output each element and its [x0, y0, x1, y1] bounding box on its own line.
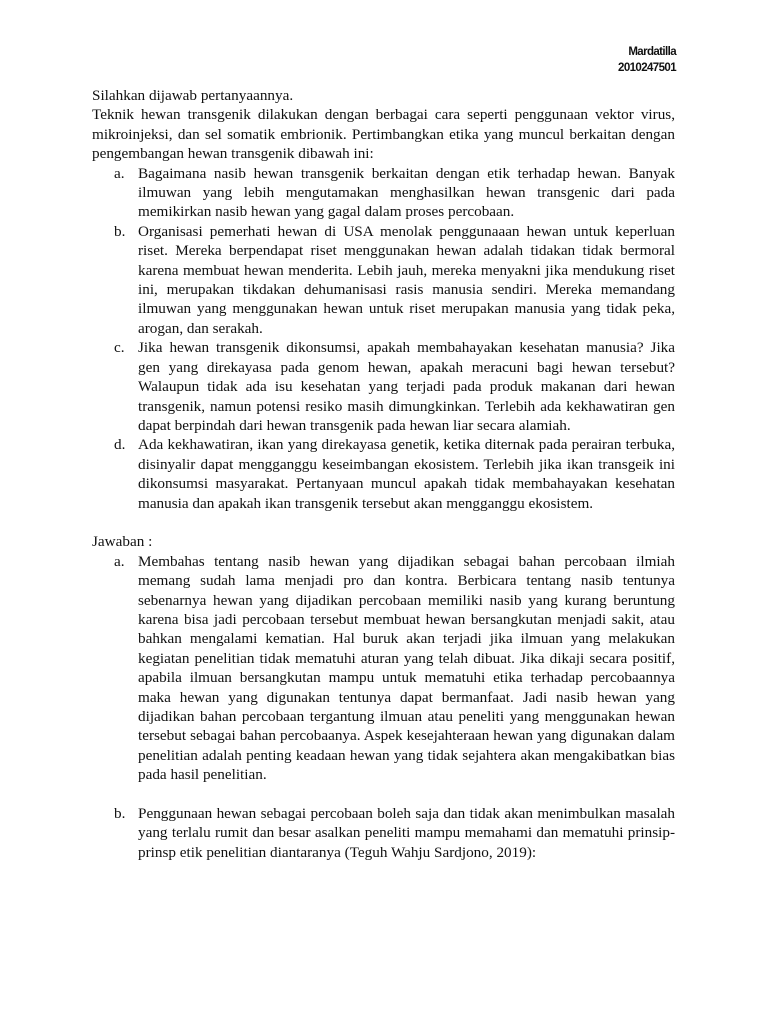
- question-text: Organisasi pemerhati hewan di USA menolak penggunaaan hewan untuk keperluan riset. Mereka berpendapat riset menggunakan hewan adalah tidakan tidak bermoral karena membuat hewan menderita. Lebih jauh, mereka menyakni jika mendukung riset ini, merupakan tikdakan dehumanisasi rasis manusia sendiri. Mereka memandang ilmuwan yang menggunakan hewan untuk riset merupakan manusia yang tidak peka, arogan, dan serakah.: [138, 222, 675, 337]
- author-name: Mardatilla: [628, 46, 676, 58]
- section-spacer: [92, 513, 675, 532]
- answer-list: [92, 552, 675, 862]
- answer-spacer: [92, 785, 675, 804]
- question-marker: b.: [114, 222, 126, 240]
- question-text: Bagaimana nasib hewan transgenik berkaitan dengan etik terhadap hewan. Banyak ilmuwan yang lebih mengutamakan menghasilkan hewan transgenic dari pada memikirkan nasib hewan yang gagal dalam proses percobaan.: [138, 164, 675, 221]
- answer-text: Penggunaan hewan sebagai percobaan boleh saja dan tidak akan menimbulkan masalah yang terlalu rumit dan besar asalkan peneliti mampu memahami dan mematuhi prinsip-prinsp etik penelitian diantaranya (Teguh Wahju Sardjono, 2019):: [138, 805, 675, 861]
- question-item-d: [92, 435, 675, 513]
- question-item-a: [92, 164, 675, 222]
- question-item-c: [92, 338, 675, 435]
- answer-marker: b.: [114, 805, 126, 822]
- answers-heading: Jawaban :: [92, 533, 153, 551]
- author-id: 2010247501: [618, 62, 676, 74]
- document-body: [92, 86, 675, 862]
- answer-marker: a.: [114, 552, 125, 570]
- question-marker: c.: [114, 339, 125, 357]
- intro-paragraph: Teknik hewan transgenik dilakukan dengan berbagai cara seperti penggunaan vektor virus, mikroinjeksi, dan sel somatik embrionik. Pertimbangkan etika yang muncul berkaitan dengan pengembangan hewan transgenik dibawah ini:: [92, 106, 675, 163]
- answer-item-a: [92, 552, 675, 785]
- question-marker: d.: [114, 436, 126, 454]
- question-list: [92, 164, 675, 513]
- question-text: Ada kekhawatiran, ikan yang direkayasa genetik, ketika diternak pada perairan terbuka, disinyalir dapat mengganggu keseimbangan ekosistem. Terlebih jika ikan transgeik ini dikonsumsi masyarakat. Pertanyaan muncul apakah tidak membahayakan kesehatan manusia dan apakah ikan transgenik tersebut akan mengganggu ekosistem.: [138, 436, 675, 512]
- author-header: [618, 44, 676, 76]
- question-marker: a.: [114, 164, 125, 182]
- answer-text: Membahas tentang nasib hewan yang dijadikan sebagai bahan percobaan ilmiah memang sudah lama menjadi pro dan kontra. Berbicara tentang nasib tentunya sebenarnya hewan yang dijadikan percobaan memiliki nasib yang kurang beruntung karena bisa jadi percobaan tersebut membuat hewan bersangkutan menjadi sakit, atau bahkan mengalami kematian. Hal buruk akan terjadi jika ilmuan yang melakukan kegiatan penelitian tidak mematuhi aturan yang telah dibuat. Jika dikaji secara positif, apabila ilmuan bersangkutan mampu untuk mematuhi etika terhadap percobaannya maka hewan yang digunakan tentunya dapat bermanfaat. Jadi nasib hewan yang dijadikan bahan percobaan tergantung ilmuan atau peneliti yang menggunakan hewan tersebut sebagai bahan percobaanya. Aspek kesejahteraan hewan yang digunakan dalam penelitian adalah penting keadaan hewan yang tidak sejahtera akan mengakibatkan bias pada hasil penelitian.: [138, 552, 675, 784]
- question-item-b: [92, 222, 675, 338]
- answer-item-b: [92, 804, 675, 862]
- intro-instruction: Silahkan dijawab pertanyaannya.: [92, 87, 294, 104]
- question-text: Jika hewan transgenik dikonsumsi, apakah membahayakan kesehatan manusia? Jika gen yang direkayasa pada genom hewan, apakah meracuni bagi hewan tersebut? Walaupun tidak ada isu kesehatan yang terjadi pada produk makanan dari hewan transgenik, namun potensi resiko masih dimungkinkan. Terlebih ada kekhawatiran gen dapat berpindah dari hewan transgenik pada hewan liar secara alamiah.: [138, 339, 675, 434]
